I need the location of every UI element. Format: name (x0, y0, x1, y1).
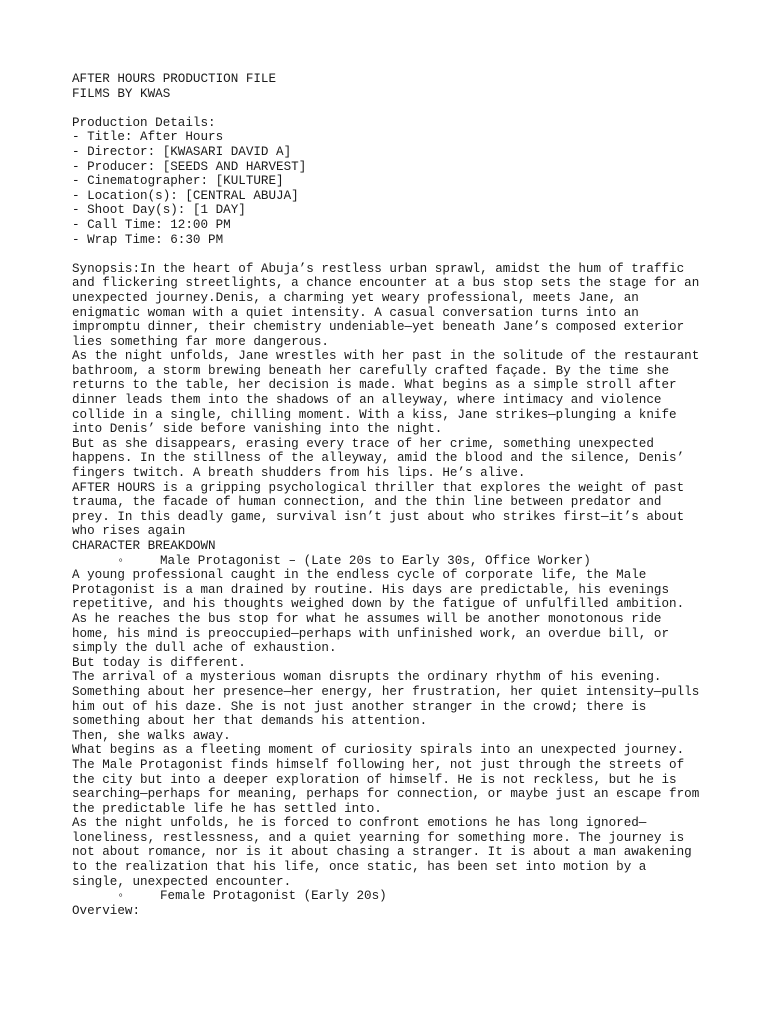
male-description-line: As he reaches the bus stop for what he assumes will be another monotonous ride (72, 611, 662, 626)
document-page (72, 72, 712, 918)
male-description-line: simply the dull ache of exhaustion. (72, 641, 337, 656)
male-description-line: Something about her presence—her energy, her frustration, her quiet intensity—pulls (72, 684, 700, 699)
male-description-line: loneliness, restlessness, and a quiet yearning for something more. The journey is (72, 830, 685, 845)
male-protagonist-label: Male Protagonist – (Late 20s to Early 30s, Office Worker) (160, 553, 591, 568)
synopsis-line: AFTER HOURS is a gripping psychological thriller that explores the weight of past (72, 480, 685, 495)
male-description-line: him out of his daze. She is not just another stranger in the crowd; there is (72, 699, 647, 714)
male-protagonist-description (72, 568, 712, 889)
male-description-line: searching—perhaps for meaning, perhaps for connection, or maybe just an escape from (72, 787, 700, 802)
bullet-icon: ◦ (117, 889, 125, 904)
synopsis-line: lies something far more dangerous. (72, 334, 329, 349)
bullet-icon: ◦ (117, 553, 125, 568)
synopsis-line: prey. In this deadly game, survival isn’t just about who strikes first—it’s about (72, 509, 685, 524)
document-subtitle: FILMS BY KWAS (72, 86, 171, 101)
male-description-line: A young professional caught in the endless cycle of corporate life, the Male (72, 568, 647, 583)
synopsis-line: fingers twitch. A breath shudders from his lips. He’s alive. (72, 466, 526, 481)
female-protagonist-item (72, 889, 712, 904)
character-breakdown-heading: CHARACTER BREAKDOWN (72, 539, 216, 553)
male-description-line: something about her that demands his attention. (72, 714, 428, 729)
male-description-line: As the night unfolds, he is forced to confront emotions he has long ignored— (72, 816, 647, 831)
production-detail-item: - Shoot Day(s): [1 DAY] (72, 203, 246, 218)
production-detail-item: - Wrap Time: 6:30 PM (72, 232, 224, 247)
synopsis-line: bathroom, a storm brewing beneath her carefully crafted façade. By the time she (72, 363, 670, 378)
male-protagonist-item (72, 554, 712, 569)
synopsis-line: returns to the table, her decision is made. What begins as a simple stroll after (72, 378, 677, 393)
male-description-line: Protagonist is a man drained by routine. His days are predictable, his evenings (72, 582, 670, 597)
synopsis-line: collide in a single, chilling moment. With a kiss, Jane strikes—plunging a knife (72, 407, 677, 422)
male-description-line: not about romance, nor is it about chasing a stranger. It is about a man awakening (72, 845, 692, 860)
male-description-line: But today is different. (72, 655, 246, 670)
synopsis-line: into Denis’ side before vanishing into the night. (72, 422, 443, 437)
synopsis-line: unexpected journey.Denis, a charming yet weary professional, meets Jane, an (72, 290, 639, 305)
synopsis-line: enigmatic woman with a quiet intensity. A casual conversation turns into an (72, 305, 639, 320)
male-description-line: The Male Protagonist finds himself following her, not just through the streets of (72, 757, 685, 772)
production-detail-item: - Cinematographer: [KULTURE] (72, 174, 284, 189)
production-detail-item: - Call Time: 12:00 PM (72, 217, 231, 232)
spacer (72, 247, 712, 262)
male-description-line: repetitive, and his thoughts weighed down by the fatigue of unfulfilled ambition. (72, 597, 685, 612)
synopsis-line: who rises again (72, 524, 186, 539)
production-detail-item: - Title: After Hours (72, 130, 224, 145)
synopsis-line: happens. In the stillness of the alleyway, amid the blood and the silence, Denis’ (72, 451, 685, 466)
synopsis-line: But as she disappears, erasing every trace of her crime, something unexpected (72, 436, 654, 451)
male-description-line: to the realization that his life, once static, has been set into motion by a (72, 860, 647, 875)
production-detail-item: - Director: [KWASARI DAVID A] (72, 144, 292, 159)
male-description-line: home, his mind is preoccupied—perhaps with unfinished work, an overdue bill, or (72, 626, 670, 641)
synopsis-line: and flickering streetlights, a chance encounter at a bus stop sets the stage for an (72, 276, 700, 291)
female-overview-label: Overview: (72, 903, 141, 918)
male-description-line: The arrival of a mysterious woman disrupts the ordinary rhythm of his evening. (72, 670, 662, 685)
male-description-line: the city but into a deeper exploration of himself. He is not reckless, but he is (72, 772, 677, 787)
production-details-heading: Production Details: (72, 115, 216, 130)
synopsis-section (72, 262, 712, 539)
male-description-line: Then, she walks away. (72, 728, 231, 743)
female-protagonist-label: Female Protagonist (Early 20s) (160, 889, 387, 904)
male-description-line: single, unexpected encounter. (72, 874, 292, 889)
document-title: AFTER HOURS PRODUCTION FILE (72, 72, 277, 86)
production-detail-item: - Location(s): [CENTRAL ABUJA] (72, 188, 299, 203)
male-description-line: the predictable life he has settled into. (72, 801, 382, 816)
synopsis-line: trauma, the facade of human connection, and the thin line between predator and (72, 495, 662, 510)
synopsis-line: As the night unfolds, Jane wrestles with her past in the solitude of the restaurant (72, 349, 700, 364)
synopsis-line: impromptu dinner, their chemistry undeniable—yet beneath Jane’s composed exterior (72, 320, 685, 335)
production-details-list (72, 130, 712, 247)
production-detail-item: - Producer: [SEEDS AND HARVEST] (72, 159, 307, 174)
male-description-line: What begins as a fleeting moment of curiosity spirals into an unexpected journey. (72, 743, 685, 758)
synopsis-line: Synopsis:In the heart of Abuja’s restless urban sprawl, amidst the hum of traffic (72, 261, 685, 276)
synopsis-line: dinner leads them into the shadows of an alleyway, where intimacy and violence (72, 393, 662, 408)
spacer (72, 101, 712, 116)
